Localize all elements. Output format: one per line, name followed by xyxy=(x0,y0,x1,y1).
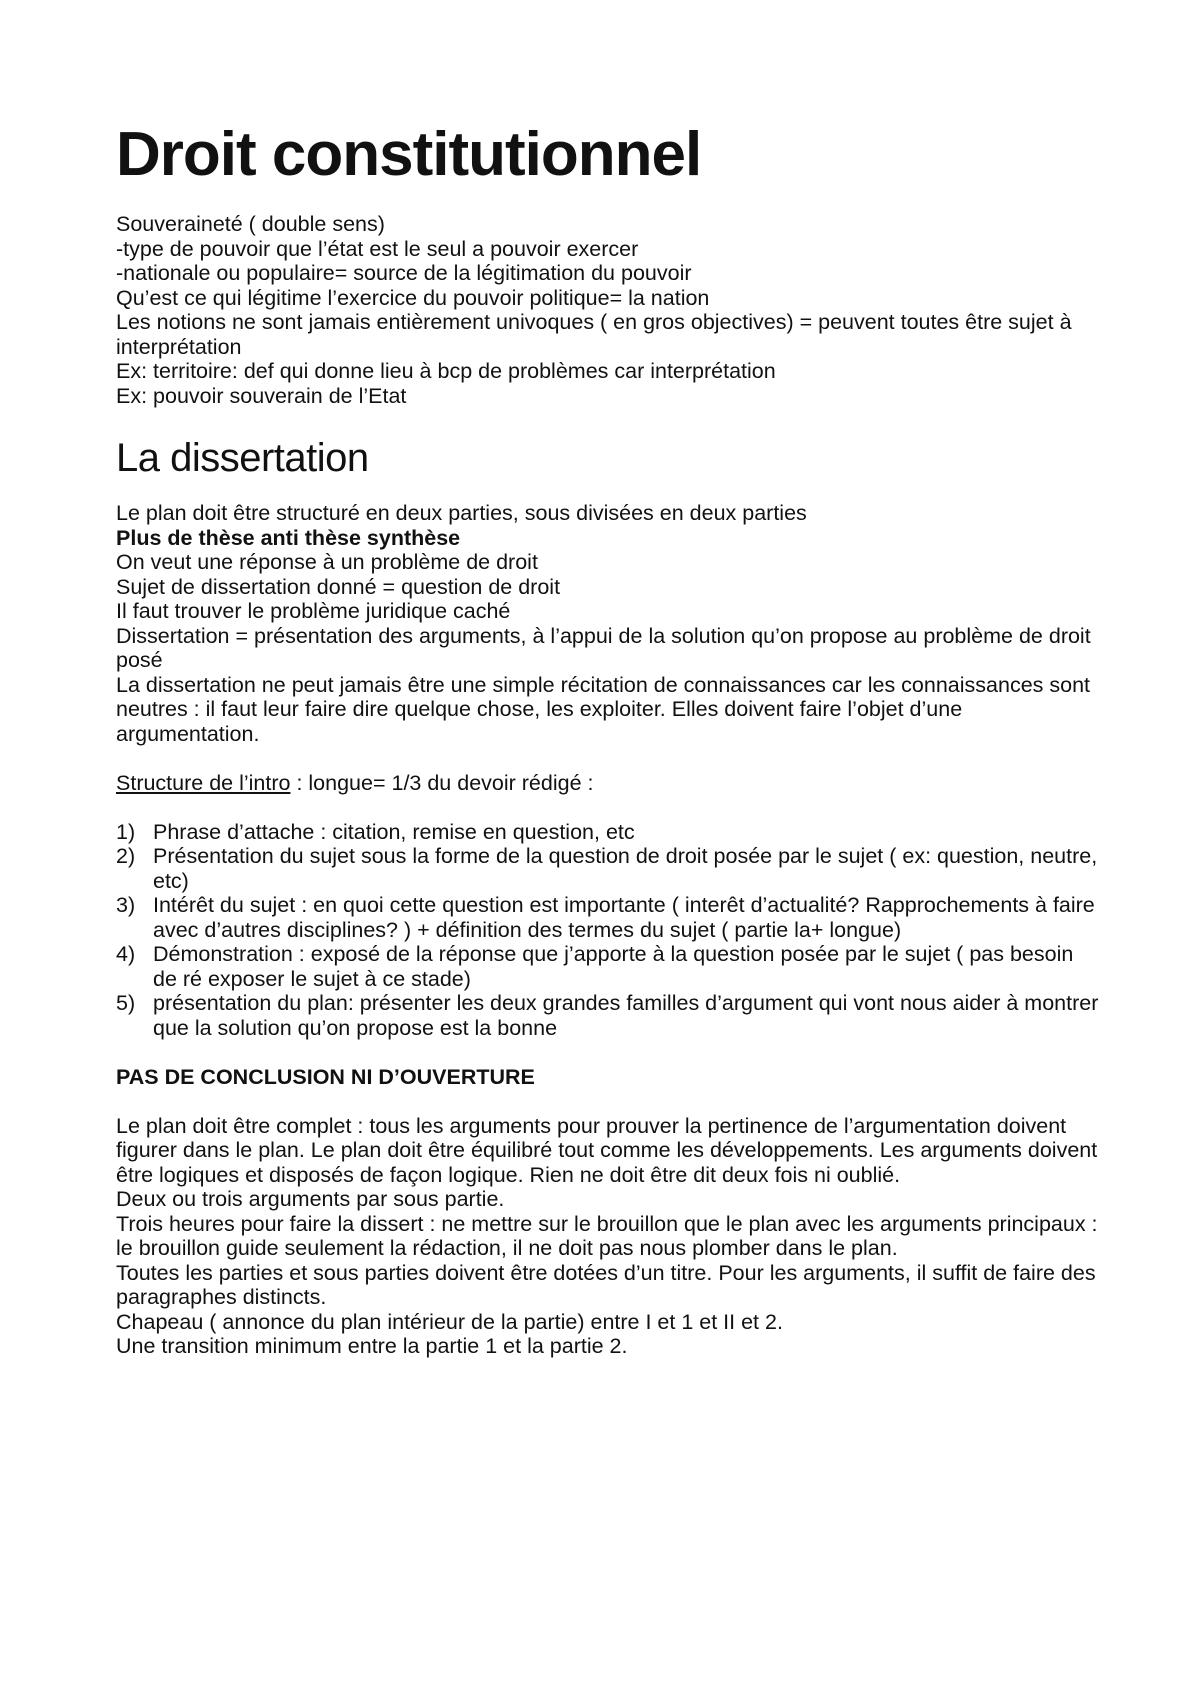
closing-line: Chapeau ( annonce du plan intérieur de la partie) entre I et 1 et II et 2. xyxy=(116,1309,783,1334)
intro-line: -type de pouvoir que l’état est le seul a pouvoir exercer xyxy=(116,236,639,261)
closing-line: Deux ou trois arguments par sous partie. xyxy=(116,1187,505,1211)
list-item xyxy=(116,942,1100,991)
list-number: 5) xyxy=(116,991,136,1015)
intro-line: Ex: pouvoir souverain de l’Etat xyxy=(116,383,407,408)
list-number: 2) xyxy=(116,844,136,868)
spacer xyxy=(116,795,1100,820)
structure-heading xyxy=(116,771,1100,796)
list-item xyxy=(116,820,1100,845)
dissertation-line: On veut une réponse à un problème de droit xyxy=(116,550,538,574)
list-number: 1) xyxy=(116,819,136,844)
intro-line: Qu’est ce qui légitime l’exercice du pouvoir politique= la nation xyxy=(116,285,710,310)
list-text: présentation du plan: présenter les deux grandes familles d’argument qui vont nous aider à montrer que la solution qu’on propose est la bonne xyxy=(153,991,1099,1040)
dissertation-line: Il faut trouver le problème juridique caché xyxy=(116,599,511,623)
closing-line: Une transition minimum entre la partie 1 et la partie 2. xyxy=(116,1334,628,1358)
spacer xyxy=(116,1089,1100,1114)
spacer xyxy=(116,746,1100,771)
list-item xyxy=(116,844,1100,893)
spacer xyxy=(116,1040,1100,1065)
list-text: Phrase d’attache : citation, remise en question, etc xyxy=(153,819,635,844)
intro-steps-list xyxy=(116,820,1100,1041)
warning-heading: PAS DE CONCLUSION NI D’OUVERTURE xyxy=(116,1064,535,1089)
closing-line: Le plan doit être complet : tous les arguments pour prouver la pertinence de l’argumentation doivent figurer dans le plan. Le plan doit être équilibré tout comme les développements. Les arguments doivent être logiques et disposés de façon logique. Rien ne doit être dit deux fois ni oublié. xyxy=(116,1113,1098,1187)
closing-line: Toutes les parties et sous parties doivent être dotées d’un titre. Pour les arguments, il suffit de faire des paragraphes distincts. xyxy=(116,1260,1096,1309)
list-text: Démonstration : exposé de la réponse que j’apporte à la question posée par le sujet ( pas besoin de ré exposer le sujet à ce stade) xyxy=(153,942,1074,991)
dissertation-line: La dissertation ne peut jamais être une simple récitation de connaissances car les connaissances sont neutres : il faut leur faire dire quelque chose, les exploiter. Elles doivent faire l’objet d’une argumentation. xyxy=(116,672,1091,746)
intro-line: Les notions ne sont jamais entièrement univoques ( en gros objectives) = peuvent toutes être sujet à interprétation xyxy=(116,310,1072,359)
list-text: Intérêt du sujet : en quoi cette question est importante ( interêt d’actualité? Rapprochements à faire avec d’autres disciplines? ) + définition des termes du sujet ( partie la+ longue) xyxy=(153,893,1095,942)
section-title: La dissertation xyxy=(116,436,369,480)
list-item xyxy=(116,893,1100,942)
list-number: 4) xyxy=(116,942,136,966)
intro-block xyxy=(116,212,1100,408)
list-item xyxy=(116,991,1100,1040)
structure-rest: : longue= 1/3 du devoir rédigé : xyxy=(290,770,594,795)
structure-label: Structure de l’intro xyxy=(116,770,291,795)
list-text: Présentation du sujet sous la forme de la question de droit posée par le sujet ( ex: question, neutre, etc) xyxy=(153,844,1098,893)
dissertation-block xyxy=(116,501,1100,746)
intro-line: -nationale ou populaire= source de la légitimation du pouvoir xyxy=(116,261,692,285)
dissertation-line: Sujet de dissertation donné = question de droit xyxy=(116,574,561,599)
plan-intro: Le plan doit être structuré en deux parties, sous divisées en deux parties xyxy=(116,501,807,525)
closing-line: Trois heures pour faire la dissert : ne mettre sur le brouillon que le plan avec les arguments principaux : le brouillon guide seulement la rédaction, il ne doit pas nous plomber dans le plan. xyxy=(116,1211,1098,1260)
intro-line: Souveraineté ( double sens) xyxy=(116,212,385,236)
dissertation-line: Dissertation = présentation des arguments, à l’appui de la solution qu’on propose au problème de droit posé xyxy=(116,623,1091,672)
closing-block xyxy=(116,1114,1100,1359)
list-number: 3) xyxy=(116,893,136,917)
plan-bold-note: Plus de thèse anti thèse synthèse xyxy=(116,525,461,550)
intro-line: Ex: territoire: def qui donne lieu à bcp de problèmes car interprétation xyxy=(116,359,776,383)
page-title: Droit constitutionnel xyxy=(116,120,702,189)
